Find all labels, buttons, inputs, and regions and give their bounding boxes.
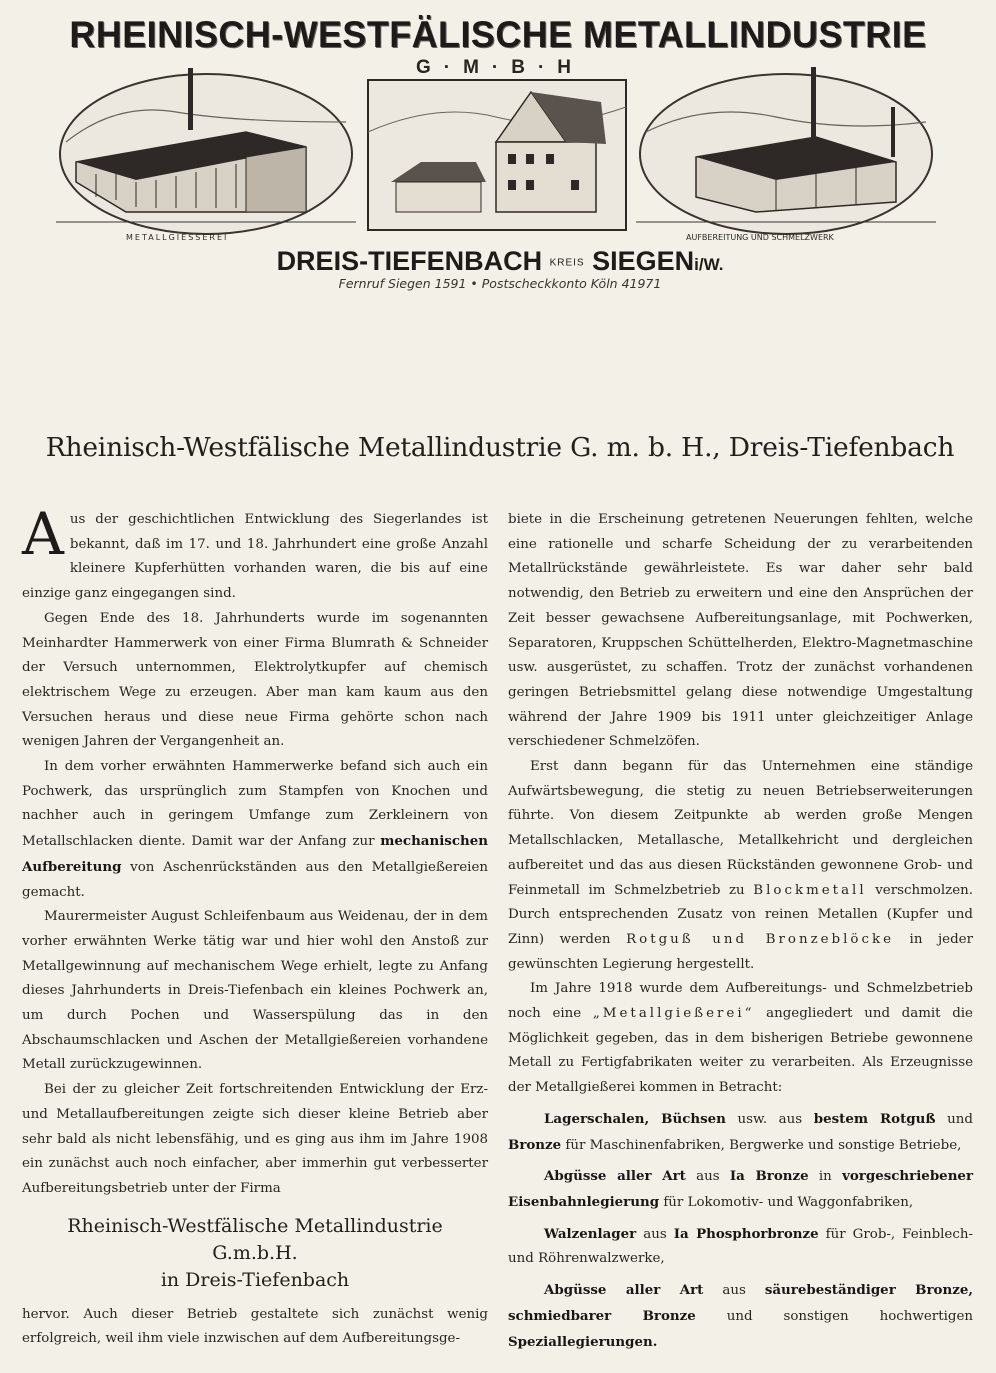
letterhead-legal-form: G·M·B·H xyxy=(415,57,585,78)
letterhead-company: RHEINISCH-WESTFÄLISCHE METALLINDUSTRIE xyxy=(69,14,927,55)
paragraph-9: Im Jahre 1918 wurde dem Aufbereitungs- und Schmelzbetrieb noch eine „Metallgießerei“ angegliedert und damit die Möglichkeit gegeben, das in dem bisherigen Betriebe gewonnene Metall zu Fertigfabrikaten weiter zu verarbeiten. Als Erzeugnisse der Metallgießerei kommen in Betracht: xyxy=(508,981,973,1096)
caption-foundry: METALLGIESSEREI xyxy=(126,233,229,242)
letterhead-place: DREIS-TIEFENBACH xyxy=(276,246,543,276)
article-title: Rheinisch-Westfälische Metallindustrie G. m. b. H., Dreis-Tiefenbach xyxy=(45,432,955,463)
letterhead-kreis: KREIS xyxy=(549,257,585,269)
letterhead-city-suffix: i/W. xyxy=(694,255,724,274)
residence-illustration xyxy=(368,80,626,230)
paragraph-5: Bei der zu gleicher Zeit fortschreitenden Entwicklung der Erz- und Metallaufbereitungen zeigte sich dieser kleine Betrieb aber sehr bald als nicht lebensfähig, und es ging aus ihm im Jahre 1908 ein zunächst auch noch einfacher, aber immerhin gut verbesserter Aufbereitungsbetrieb unter der Firma xyxy=(22,1082,488,1196)
paragraph-8: Erst dann begann für das Unternehmen eine ständige Aufwärtsbewegung, die stetig zu neuen Betriebserweiterungen führte. Von diesem Zeitpunkte ab werden große Mengen Metallschlacken, Metallasche, Metallkehricht und dergleichen aufbereitet und das aus diesen Rückständen gewonnene Grob- und Feinmetall im Schmelzbetrieb zu Blockmetall verschmolzen. Durch entsprechenden Zusatz von reinen Metallen (Kupfer und Zinn) werden Rotguß und Bronzeblöcke in jeder gewünschten Legierung hergestellt. xyxy=(508,759,973,972)
paragraph-3: In dem vorher erwähnten Hammerwerke befand sich auch ein Pochwerk, das ursprünglich zum Stampfen von Knochen und nachher auch in geringem Umfange zum Zerkleinern von Metallschlacken diente. Damit war der Anfang zur mechanischen Aufbereitung von Aschenrückständen aus den Metallgießereien gemacht. xyxy=(22,759,488,900)
product-item: Abgüsse aller Art aus säurebeständiger Bronze, schmiedbarer Bronze und sonstigen hochwertigen Speziallegierungen. xyxy=(508,1282,973,1350)
company-subheading: Rheinisch-Westfälische Metallindustrie G.m.b.H. in Dreis-Tiefenbach xyxy=(67,1214,443,1291)
left-column xyxy=(22,500,488,1352)
letterhead-address xyxy=(150,246,850,277)
drop-cap: A xyxy=(22,500,64,568)
paragraph-1: Aus der geschichtlichen Entwicklung des Siegerlandes ist bekannt, daß im 17. und 18. Jahrhundert eine große Anzahl kleinere Kupferhütten vorhanden waren, die bis auf eine einzige ganz eingegangen sind. xyxy=(22,500,488,602)
product-item: Lagerschalen, Büchsen usw. aus bestem Rotguß und Bronze für Maschinenfabriken, Bergwerke und sonstige Betriebe, xyxy=(508,1110,973,1153)
caption-smelting: AUFBEREITUNG UND SCHMELZWERK xyxy=(686,233,834,242)
paragraph-4: Maurermeister August Schleifenbaum aus Weidenau, der in dem vorher erwähnten Werke tätig war und hier wohl den Anstoß zur Metallgewinnung auf mechanischem Wege erhielt, legte zu Anfang dieses Jahrhunderts in Dreis-Tiefenbach ein kleines Pochwerk an, um durch Pochen und Wasserspülung das in den Abschaumschlacken und Aschen der Metallgießereien vorhandene Metall zurückzugewinnen. xyxy=(22,909,488,1073)
factory-vignette-illustration xyxy=(56,62,936,247)
right-column xyxy=(508,508,973,1355)
letterhead-contact: Fernruf Siegen 1591 • Postscheckkonto Köln 41971 xyxy=(338,276,662,291)
smelting-works-illustration xyxy=(636,67,936,234)
product-item: Walzenlager aus Ia Phosphorbronze für Grob-, Feinblech- und Röhrenwalzwerke, xyxy=(508,1225,974,1267)
product-item: Abgüsse aller Art aus Ia Bronze in vorgeschriebener Eisenbahnlegierung für Lokomotiv- und Waggonfabriken, xyxy=(508,1168,974,1210)
foundry-illustration xyxy=(56,68,356,234)
paragraph-2: Gegen Ende des 18. Jahrhunderts wurde im sogenannten Meinhardter Hammerwerk von einer Firma Blumrath & Schneider der Versuch unternommen, Elektrolytkupfer auf chemisch elektrischem Wege zu erzeugen. Aber man kam kaum aus den Versuchen heraus und diese neue Firma gehörte schon nach wenigen Jahren der Vergangenheit an. xyxy=(22,610,488,750)
letterhead-city: SIEGEN xyxy=(592,246,695,276)
paragraph-7: biete in die Erscheinung getretenen Neuerungen fehlten, welche eine rationelle und scharfe Scheidung der zu verarbeitenden Metallrückstände gewährleistete. Es war daher sehr bald notwendig, den Betrieb zu erweitern und eine den Ansprüchen der Zeit besser gewachsene Aufbereitungsanlage, mit Pochwerken, Separatoren, Kruppschen Schüttelherden, Elektro-Magnetmaschine usw. ausgerüstet, zu schaffen. Trotz der zunächst vorhandenen geringen Betriebsmittel gelang diese notwendige Umgestaltung während der Jahre 1909 bis 1911 unter gleichzeitiger Anlage verschiedener Schmelzöfen. xyxy=(508,512,973,750)
paragraph-6: hervor. Auch dieser Betrieb gestaltete sich zunächst wenig erfolgreich, weil ihm viele inzwischen auf dem Aufbereitungsge- xyxy=(22,1306,488,1347)
